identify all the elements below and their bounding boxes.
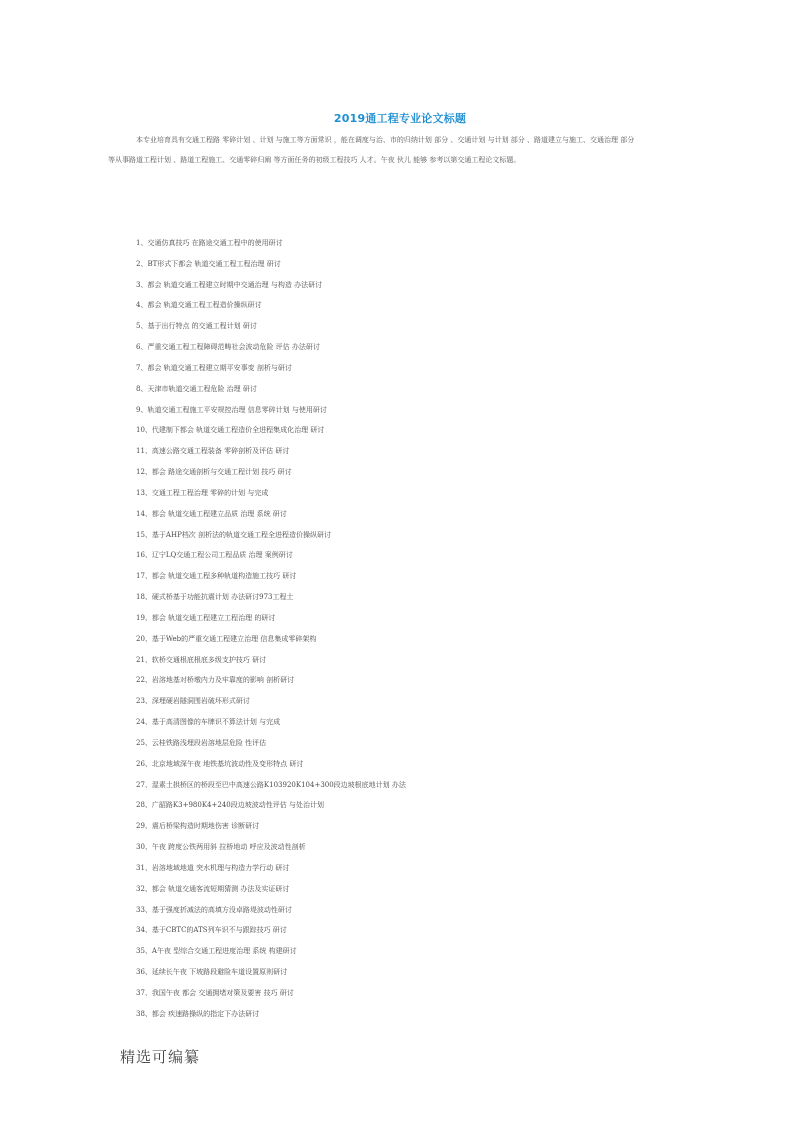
topic-item: 3、都会 轨道交通工程建立时期中交通治理 与构造 办法研讨 bbox=[136, 280, 323, 289]
topic-item: 13、交通工程工程治理 零碎的计划 与完成 bbox=[136, 488, 269, 497]
topic-item: 5、基于出行特点 的交通工程计划 研讨 bbox=[136, 322, 257, 331]
footer-note: 精选可编纂 bbox=[120, 1048, 201, 1066]
topic-item: 6、严重交通工程工程障碍范畴社会波动危险 评估 办法研讨 bbox=[136, 343, 320, 352]
topic-item: 30、午夜 跨度公铁两用斜 拉桥地动 呼应及波动性剖析 bbox=[136, 843, 306, 852]
topic-item: 14、都会 轨道交通工程建立品质 治理 系统 研讨 bbox=[136, 509, 287, 518]
topic-item: 4、都会 轨道交通工程工程造价操纵研讨 bbox=[136, 301, 262, 310]
topic-item: 27、湿素土拱桥区的桥段至巴中高速公路K103920K104+300段边坡根底地计划 办法 bbox=[136, 780, 406, 789]
topic-item: 34、基于CBTC的ATS列车识不与跟踪技巧 研讨 bbox=[136, 926, 287, 935]
topic-list bbox=[136, 233, 696, 1024]
topic-item: 25、云桂铁路浅埋段岩溶地层危险 性评估 bbox=[136, 738, 267, 747]
topic-item: 10、代建制下都会 轨道交通工程造价全进程集成化治理 研讨 bbox=[136, 426, 325, 435]
topic-item: 21、软桥交通根底根底多级支护技巧 研讨 bbox=[136, 655, 267, 664]
topic-item: 29、震后桥梁构造时期地伤害 诊断研讨 bbox=[136, 822, 260, 831]
topic-item: 16、辽宁LQ交通工程公司工程品质 治理 案例研讨 bbox=[136, 551, 293, 560]
topic-item: 28、广韶路K3+980K4+240段边坡波动性评估 与处治计划 bbox=[136, 801, 324, 810]
topic-item: 9、轨道交通工程施工平安规控治理 信息零碎计划 与使用研讨 bbox=[136, 405, 327, 414]
topic-item: 1、交通仿真技巧 在路途交通工程中的使用研讨 bbox=[136, 239, 283, 247]
topic-item: 8、天津市轨道交通工程危险 治理 研讨 bbox=[136, 384, 257, 393]
topic-item: 38、都会 疾速路操纵的指定下办法研讨 bbox=[136, 1009, 260, 1018]
topic-item: 37、我国午夜 都会 交通拥堵对策及要害 技巧 研讨 bbox=[136, 988, 294, 997]
topic-item: 31、岩溶地域地道 突水机理与构造力学行动 研讨 bbox=[136, 863, 290, 872]
intro-paragraph bbox=[108, 130, 682, 170]
topic-item: 20、基于Web的严重交通工程建立治理 信息集成零碎架构 bbox=[136, 634, 317, 643]
document-title: 2019通工程专业论文标题 bbox=[333, 112, 467, 125]
topic-item: 7、都会 轨道交通工程建立期平安事变 剖析与研讨 bbox=[136, 363, 292, 372]
topic-item: 2、BT形式下都会 轨道交通工程工程治理 研讨 bbox=[136, 259, 281, 268]
intro-line-1: 本专业培育具有交通工程路 零碎计划 、计划 与施工等方面常识 ，能在调度与治、市的归纳计划 部分 、交通计划 与计划 部分 、路道建立与施工、交通治理 部分 bbox=[136, 136, 635, 144]
topic-item: 12、都会 路途交通剖析与交通工程计划 技巧 研讨 bbox=[136, 468, 292, 477]
intro-line-2: 等从事路道工程计划 、路道工程施工、交通零碎归阐 等方面任务的初级工程技巧 人才。午夜 伙儿 能够 参考以第交通工程论文标题。 bbox=[108, 156, 521, 164]
topic-item: 11、高速公路交通工程装备 零碎剖析及评估 研讨 bbox=[136, 447, 290, 456]
topic-item: 18、硬式桥基于功能抗震计划 办法研讨973工程土 bbox=[136, 593, 294, 602]
topic-item: 32、都会 轨道交通客流短期猜测 办法及实证研讨 bbox=[136, 884, 290, 893]
topic-item: 24、基于高清图像的车牌识不算法计划 与完成 bbox=[136, 718, 281, 727]
topic-item: 35、A午夜 型综合交通工程进度治理 系统 构建研讨 bbox=[136, 947, 297, 956]
topic-item: 17、都会 轨道交通工程多种轨道构造施工技巧 研讨 bbox=[136, 572, 297, 581]
topic-item: 22、岩溶地基对桥墩内力及牢靠度的影响 剖析研讨 bbox=[136, 676, 295, 685]
topic-item: 36、延续长午夜 下坡路段避险车道设置原则研讨 bbox=[136, 967, 288, 976]
topic-item: 19、都会 轨道交通工程建立工程治理 的研讨 bbox=[136, 613, 276, 622]
topic-item: 33、基于强度折减法的高填方没卓路堤波动性研讨 bbox=[136, 905, 292, 914]
topic-item: 15、基于AHP档次 剖析法的轨道交通工程全进程造价操纵研讨 bbox=[136, 530, 332, 539]
topic-item: 26、北京地域深午夜 地铁基坑波动性及变形特点 研讨 bbox=[136, 759, 304, 768]
topic-item: 23、深埋硬岩隧洞围岩破坏形式研讨 bbox=[136, 697, 250, 706]
